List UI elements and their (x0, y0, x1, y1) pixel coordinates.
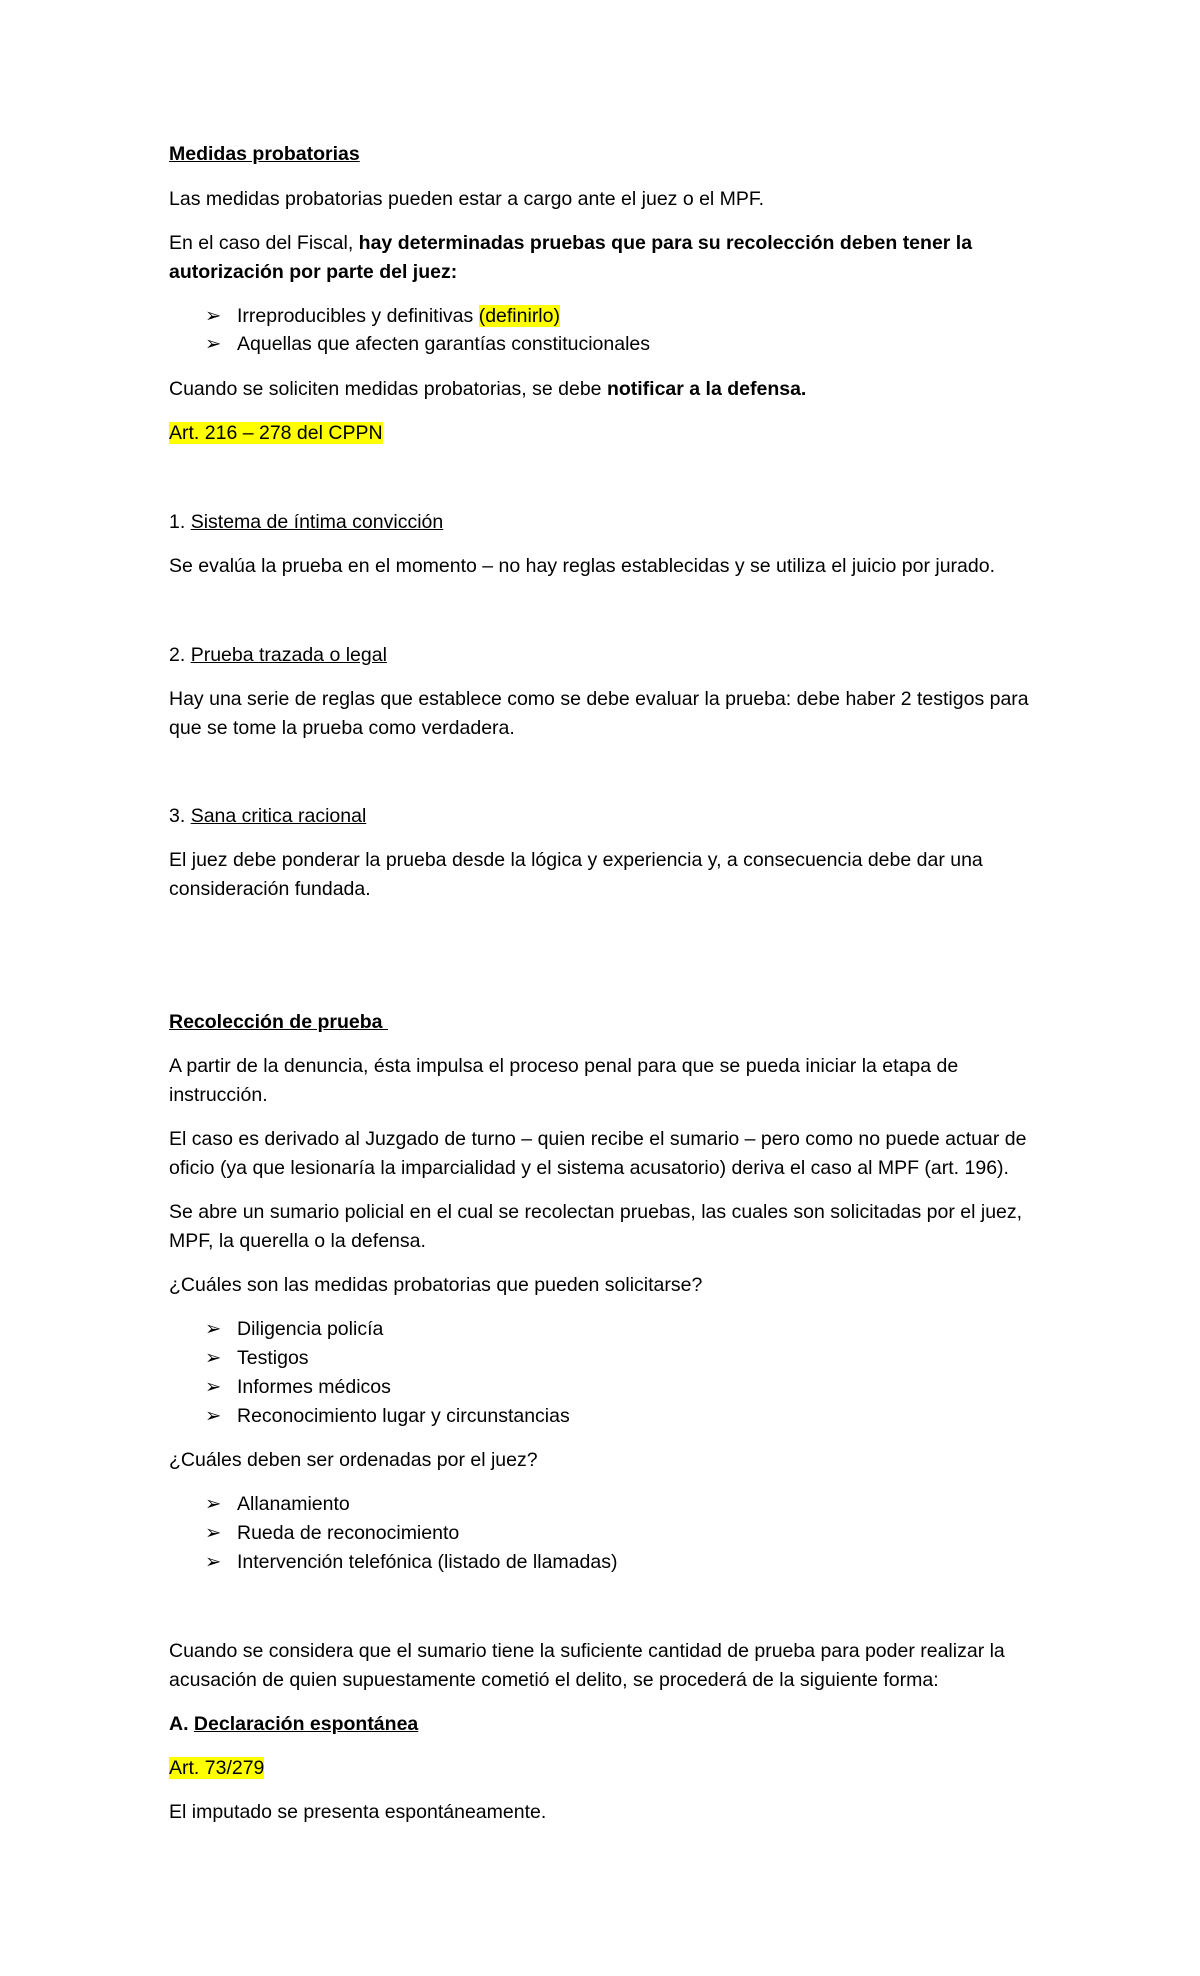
list-item: ➢ Reconocimiento lugar y circunstancias (205, 1402, 570, 1431)
question: ¿Cuáles deben ser ordenadas por el juez? (169, 1449, 538, 1471)
highlight: (definirlo) (478, 305, 560, 327)
list-item: ➢ Rueda de reconocimiento (205, 1519, 459, 1548)
article-reference: Art. 216 – 278 del CPPN (169, 422, 383, 444)
arrow-bullet-icon: ➢ (205, 1551, 222, 1573)
paragraph: Las medidas probatorias pueden estar a cargo ante el juez o el MPF. (169, 188, 765, 210)
paragraph-continuation: autorización por parte del juez: (169, 261, 458, 283)
paragraph-continuation: instrucción. (169, 1084, 268, 1106)
arrow-bullet-icon: ➢ (205, 1347, 222, 1369)
list-item: ➢ Aquellas que afecten garantías constitucionales (205, 330, 650, 359)
paragraph: Hay una serie de reglas que establece como se debe evaluar la prueba: debe haber 2 testigos para (169, 688, 1029, 710)
list-item: ➢ Irreproducibles y definitivas (definirlo) (205, 302, 560, 331)
section-title-recoleccion: Recolección de prueba (169, 1011, 388, 1033)
paragraph: Cuando se considera que el sumario tiene la suficiente cantidad de prueba para poder realizar la (169, 1640, 1005, 1662)
question: ¿Cuáles son las medidas probatorias que pueden solicitarse? (169, 1274, 703, 1296)
paragraph: A partir de la denuncia, ésta impulsa el proceso penal para que se pueda iniciar la etapa de (169, 1055, 959, 1077)
arrow-bullet-icon: ➢ (205, 1405, 222, 1427)
paragraph: Se evalúa la prueba en el momento – no hay reglas establecidas y se utiliza el juicio por jurado. (169, 555, 995, 577)
paragraph-continuation: que se tome la prueba como verdadera. (169, 717, 515, 739)
paragraph: En el caso del Fiscal, hay determinadas pruebas que para su recolección deben tener la (169, 232, 973, 254)
list-item: ➢ Diligencia policía (205, 1315, 383, 1344)
list-item: ➢ Informes médicos (205, 1373, 391, 1402)
paragraph-continuation: acusación de quien supuestamente cometió el delito, se procederá de la siguiente forma: (169, 1669, 939, 1691)
system-heading: 1. Sistema de íntima convicción (169, 511, 444, 533)
list-item: ➢ Testigos (205, 1344, 309, 1373)
list-item: ➢ Allanamiento (205, 1490, 350, 1519)
paragraph-continuation: MPF, la querella o la defensa. (169, 1230, 426, 1252)
paragraph: El imputado se presenta espontáneamente. (169, 1801, 547, 1823)
arrow-bullet-icon: ➢ (205, 1376, 222, 1398)
paragraph: Cuando se soliciten medidas probatorias, se debe notificar a la defensa. (169, 378, 807, 400)
arrow-bullet-icon: ➢ (205, 1493, 222, 1515)
article-reference: Art. 73/279 (169, 1757, 265, 1779)
system-heading: 2. Prueba trazada o legal (169, 644, 387, 666)
paragraph-continuation: consideración fundada. (169, 878, 371, 900)
arrow-bullet-icon: ➢ (205, 333, 222, 355)
paragraph-continuation: oficio (ya que lesionaría la imparcialidad y el sistema acusatorio) deriva el caso al MPF (art. 196). (169, 1157, 1009, 1179)
arrow-bullet-icon: ➢ (205, 1522, 222, 1544)
system-heading: 3. Sana critica racional (169, 805, 367, 827)
section-title-medidas-probatorias: Medidas probatorias (169, 143, 360, 165)
arrow-bullet-icon: ➢ (205, 305, 222, 327)
paragraph: Se abre un sumario policial en el cual se recolectan pruebas, las cuales son solicitadas por el juez, (169, 1201, 1023, 1223)
paragraph: El juez debe ponderar la prueba desde la lógica y experiencia y, a consecuencia debe dar una (169, 849, 983, 871)
arrow-bullet-icon: ➢ (205, 1318, 222, 1340)
paragraph: El caso es derivado al Juzgado de turno – quien recibe el sumario – pero como no puede actuar de (169, 1128, 1027, 1150)
list-item: ➢ Intervención telefónica (listado de llamadas) (205, 1548, 617, 1577)
subsection-heading: A. Declaración espontánea (169, 1713, 419, 1735)
